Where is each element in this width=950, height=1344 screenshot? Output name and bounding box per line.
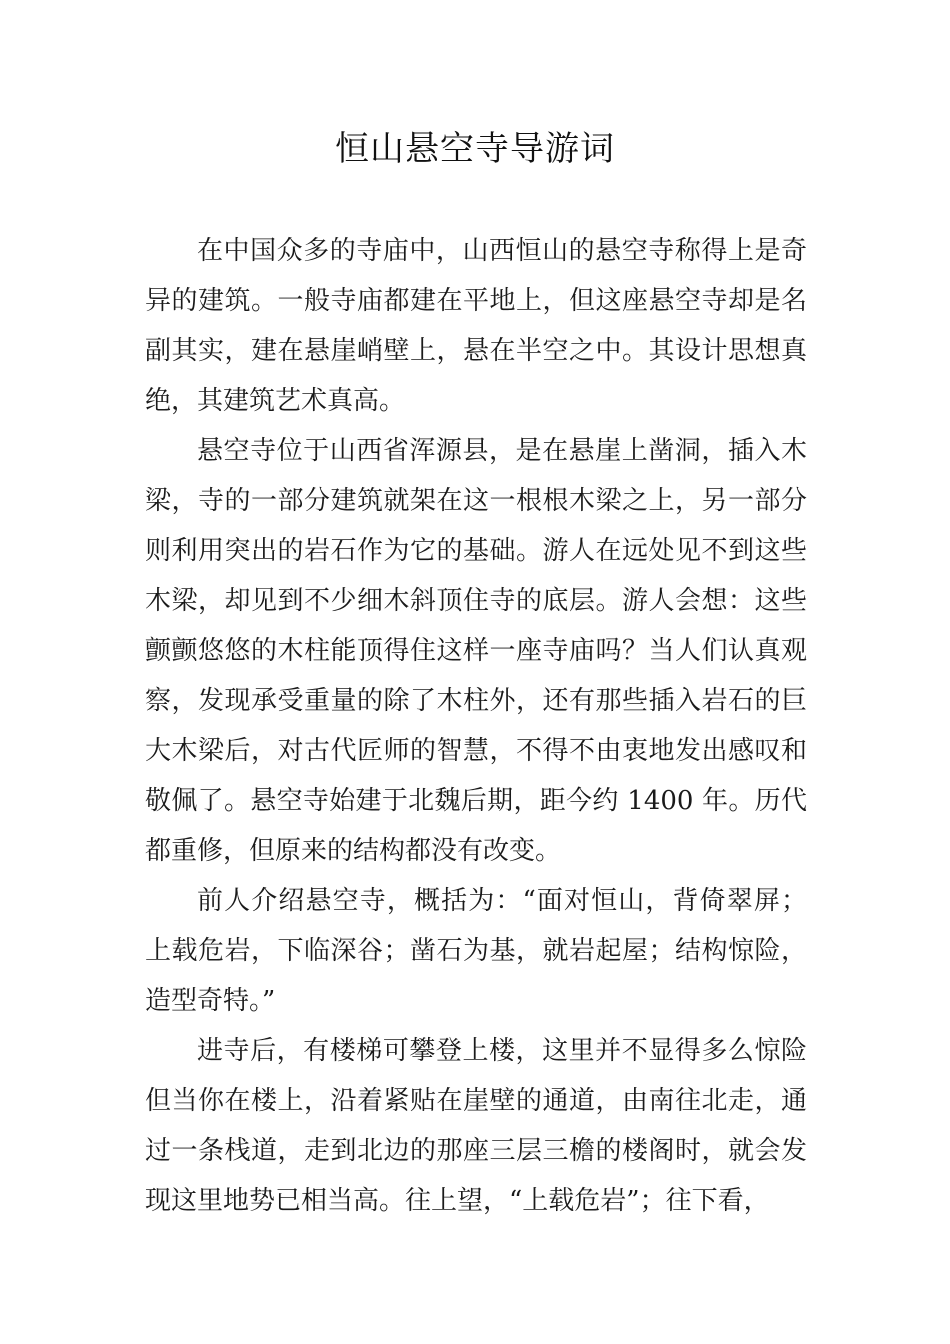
paragraph: 在中国众多的寺庙中，山西恒山的悬空寺称得上是奇异的建筑。一般寺庙都建在平地上，但这座悬空寺却是名副其实，建在悬崖峭壁上，悬在半空之中。其设计思想真绝，其建筑艺术真高。 <box>145 236 807 416</box>
document-body <box>145 226 807 1226</box>
paragraph: 悬空寺位于山西省浑源县，是在悬崖上凿洞，插入木梁，寺的一部分建筑就架在这一根根木梁之上，另一部分则利用突出的岩石作为它的基础。游人在远处见不到这些木梁，却见到不少细木斜顶住寺的底层。游人会想：这些颤颤悠悠的木柱能顶得住这样一座寺庙吗？当人们认真观察，发现承受重量的除了木柱外，还有那些插入岩石的巨大木梁后，对古代匠师的智慧，不得不由衷地发出感叹和敬佩了。悬空寺始建于北魏后期，距今约 1400 年。历代都重修，但原来的结构都没有改变。 <box>145 436 807 866</box>
paragraph: 前人介绍悬空寺，概括为：“面对恒山，背倚翠屏；上载危岩，下临深谷；凿石为基，就岩起屋；结构惊险，造型奇特。” <box>145 886 807 1016</box>
document-title: 恒山悬空寺导游词 <box>335 129 615 169</box>
paragraph: 进寺后，有楼梯可攀登上楼，这里并不显得多么惊险但当你在楼上，沿着紧贴在崖壁的通道，由南往北走，通过一条栈道，走到北边的那座三层三檐的楼阁时，就会发现这里地势已相当高。往上望，“上载危岩”；往下看， <box>145 1036 807 1216</box>
